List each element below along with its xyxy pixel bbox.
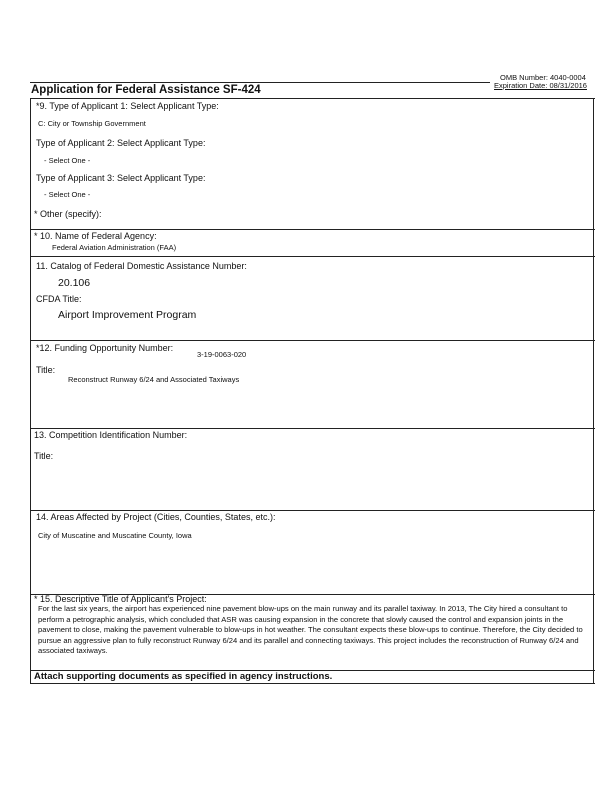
- other-specify-label: * Other (specify):: [34, 209, 102, 219]
- applicant-type-2-select[interactable]: - Select One -: [44, 156, 91, 165]
- q13-label: 13. Competition Identification Number:: [34, 430, 188, 440]
- applicant-type-1-select[interactable]: C: City or Township Government: [38, 119, 146, 128]
- cfda-number[interactable]: 20.106: [58, 277, 91, 289]
- areas-affected-value[interactable]: City of Muscatine and Muscatine County, Iowa: [38, 531, 192, 540]
- q10-label: * 10. Name of Federal Agency:: [34, 231, 157, 241]
- q13-title-label: Title:: [34, 451, 54, 461]
- expiration-date: Expiration Date: 08/31/2016: [494, 81, 587, 90]
- cfda-title[interactable]: Airport Improvement Program: [58, 309, 197, 321]
- q12-title-label: Title:: [36, 365, 56, 375]
- funding-opportunity-title[interactable]: Reconstruct Runway 6/24 and Associated Taxiways: [68, 375, 240, 384]
- federal-agency-value[interactable]: Federal Aviation Administration (FAA): [52, 243, 177, 252]
- q11-label: 11. Catalog of Federal Domestic Assistance Number:: [36, 261, 247, 271]
- project-description[interactable]: For the last six years, the airport has experienced nine pavement blow-ups on the main runway and its parallel taxiway. In 2013, The City hired a consultant to perform a petrographic analysis, which concluded that ASR was causing expansion in the concrete that slowly caused the control and expansion joints in the pavement to close, making the pavement vulnerable to blow-ups in hot weather. The consultant expects these blow-ups to continue. Therefore, the City decided to pursue an aggressive plan to fully reconstruct Runway 6/24 and its parallel and connecting taxiways. This project includes the reconstruction of Runway 6/24 and associated taxiways.: [38, 604, 583, 655]
- omb-number: OMB Number: 4040-0004: [500, 73, 586, 82]
- q9-type3-label: Type of Applicant 3: Select Applicant Type:: [36, 173, 206, 183]
- attach-documents-note: Attach supporting documents as specified in agency instructions.: [34, 671, 333, 682]
- q12-label: *12. Funding Opportunity Number:: [36, 343, 174, 353]
- q14-label: 14. Areas Affected by Project (Cities, Counties, States, etc.):: [36, 512, 276, 522]
- form-title: Application for Federal Assistance SF-424: [31, 84, 261, 96]
- funding-opportunity-number[interactable]: 3-19-0063-020: [197, 350, 247, 359]
- applicant-type-3-select[interactable]: - Select One -: [44, 190, 91, 199]
- cfda-title-label: CFDA Title:: [36, 294, 82, 304]
- q15-label: * 15. Descriptive Title of Applicant's Project:: [34, 594, 207, 604]
- q9-label: *9. Type of Applicant 1: Select Applicant Type:: [36, 101, 219, 111]
- q9-type2-label: Type of Applicant 2: Select Applicant Type:: [36, 138, 206, 148]
